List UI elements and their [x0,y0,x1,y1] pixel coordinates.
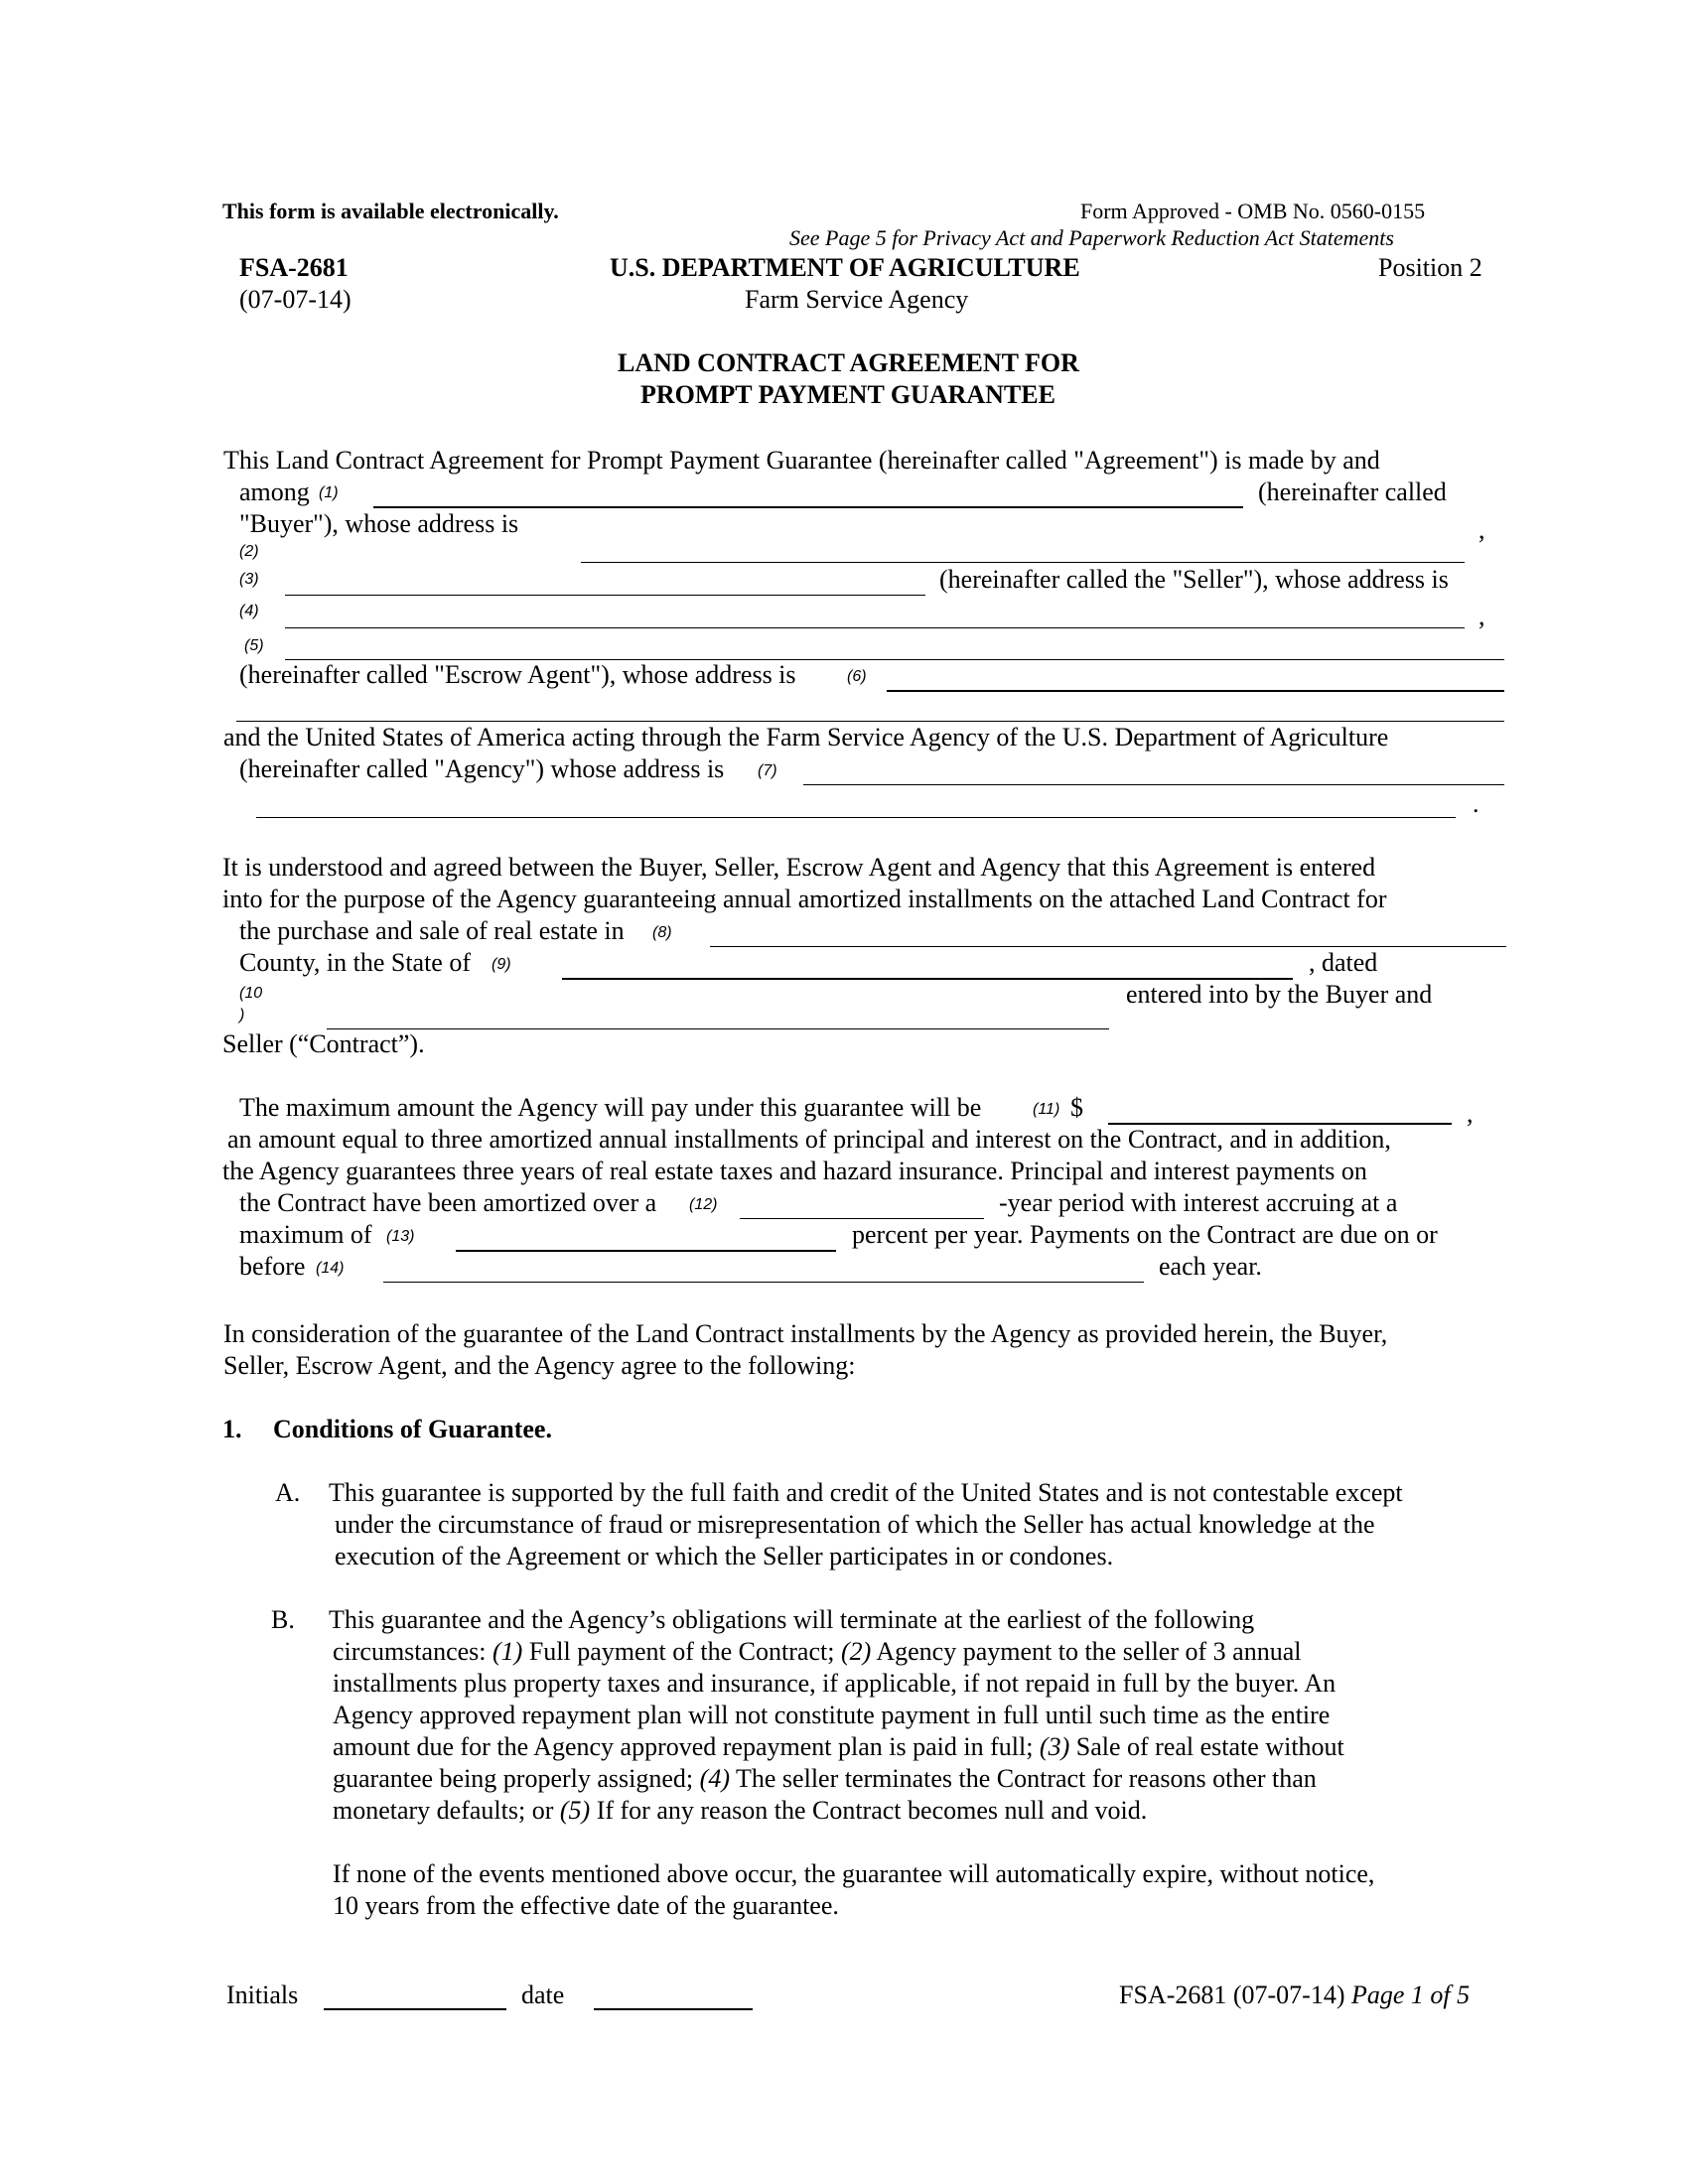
initials-field[interactable] [324,2008,506,2010]
section-number: 1. [222,1415,242,1443]
privacy-note: See Page 5 for Privacy Act and Paperwork Reduction Act Statements [789,225,1394,250]
field-number-11: (11) [1033,1101,1060,1118]
comma: , [1467,1099,1474,1128]
maximum-of: maximum of [239,1220,372,1249]
purpose-line1: It is understood and agreed between the Buyer, Seller, Escrow Agent and Agency that this Agreement is entered [222,853,1376,882]
escrow-agent-address-field[interactable] [887,690,1504,692]
intro-seller: (hereinafter called the "Seller"), whose address is [939,565,1449,594]
item-b-line4: Agency approved repayment plan will not constitute payment in full until such time as the entire [333,1701,1331,1729]
field-number-3: (3) [239,571,259,588]
agency-address-field[interactable] [803,784,1504,785]
field-number-10: (10 [239,985,263,1002]
date-label: date [521,1980,565,2009]
initials-label: Initials [226,1980,299,2009]
maximum-year-period: -year period with interest accruing at a [999,1188,1398,1217]
page-title-line1: LAND CONTRACT AGREEMENT FOR [618,348,1079,377]
field-number-2: (2) [239,543,259,560]
item-b-line6: guarantee being properly assigned; (4) The seller terminates the Contract for reasons other than [333,1764,1317,1793]
form-number: FSA-2681 [239,253,349,282]
field-number-6: (6) [847,668,867,685]
item-a-line3: execution of the Agreement or which the Seller participates in or condones. [335,1542,1114,1570]
maximum-line4: the Contract have been amortized over a [239,1188,657,1217]
purpose-line2: into for the purpose of the Agency guaranteeing annual amortized installments on the attached Land Contract for [222,885,1387,913]
item-b-line3: installments plus property taxes and insurance, if applicable, if not repaid in full by the buyer. An [333,1669,1336,1698]
item-b-line7: monetary defaults; or (5) If for any reason the Contract becomes null and void. [333,1796,1148,1825]
form-date: (07-07-14) [239,285,352,314]
field-number-9: (9) [492,956,511,973]
county-field[interactable] [710,946,1506,947]
comma: , [1478,602,1485,630]
interest-rate-field[interactable] [456,1250,836,1252]
maximum-each-year: each year. [1159,1252,1262,1281]
item-b-line5: amount due for the Agency approved repayment plan is paid in full; (3) Sale of real estate without [333,1732,1344,1761]
maximum-line1: The maximum amount the Agency will pay under this guarantee will be [239,1093,982,1122]
item-a-label: A. [275,1478,301,1507]
purpose-dated: , dated [1309,948,1378,977]
intro-hereinafter: (hereinafter called [1258,478,1447,506]
intro-buyer: "Buyer"), whose address is [239,509,519,538]
expiry-line2: 10 years from the effective date of the guarantee. [333,1891,839,1920]
consideration-line1: In consideration of the guarantee of the Land Contract installments by the Agency as provided herein, the Buyer, [223,1319,1388,1348]
omb-number: Form Approved - OMB No. 0560-0155 [1080,199,1426,223]
consideration-line2: Seller, Escrow Agent, and the Agency agree to the following: [223,1351,856,1380]
buyer-address-field[interactable] [581,562,1465,563]
position-label: Position 2 [1378,253,1482,282]
maximum-line2: an amount equal to three amortized annual installments of principal and interest on the Contract, and in addition, [227,1125,1391,1154]
field-number-10-close: ) [239,1007,245,1024]
section-heading: Conditions of Guarantee. [273,1415,552,1443]
comma: , [1478,515,1485,544]
expiry-line1: If none of the events mentioned above occur, the guarantee will automatically expire, without notice, [333,1859,1375,1888]
contract-date-field[interactable] [327,1028,1109,1029]
purpose-seller-contract: Seller (“Contract”). [222,1029,425,1058]
intro-usa: and the United States of America acting through the Farm Service Agency of the U.S. Department of Agriculture [223,723,1389,751]
intro-escrow: (hereinafter called "Escrow Agent"), whose address is [239,660,796,689]
page-number: Page 1 of 5 [1351,1980,1471,2009]
field-number-4: (4) [239,603,259,619]
maximum-line3: the Agency guarantees three years of real estate taxes and hazard insurance. Principal and interest payments on [222,1157,1367,1185]
item-a-line2: under the circumstance of fraud or misrepresentation of which the Seller has actual knowledge at the [335,1510,1375,1539]
field-number-7: (7) [758,762,777,779]
initials-date-field[interactable] [594,2008,753,2010]
period: . [1473,789,1479,818]
item-b-line2: circumstances: (1) Full payment of the Contract; (2) Agency payment to the seller of 3 annual [333,1637,1302,1666]
page-title-line2: PROMPT PAYMENT GUARANTEE [640,380,1055,409]
field-number-5: (5) [244,637,264,654]
field-number-12: (12) [689,1196,718,1213]
seller-address-field[interactable] [285,627,1465,628]
item-b-label: B. [271,1605,295,1634]
field-number-8: (8) [652,924,672,941]
agency-address-field-2[interactable] [256,817,1456,818]
item-a-line1: This guarantee is supported by the full faith and credit of the United States and is not contestable except [329,1478,1403,1507]
field-number-14: (14) [316,1260,345,1277]
intro-among: among [239,478,310,506]
item-b-line1: This guarantee and the Agency’s obligations will terminate at the earliest of the following [329,1605,1255,1634]
field-number-13: (13) [386,1228,415,1245]
agency-name: Farm Service Agency [745,285,969,314]
purpose-county: County, in the State of [239,948,472,977]
seller-name-field[interactable] [285,595,925,596]
availability-note: This form is available electronically. [222,199,559,223]
maximum-percent: percent per year. Payments on the Contract are due on or [852,1220,1438,1249]
purpose-entered: entered into by the Buyer and [1126,980,1433,1009]
purpose-line3: the purchase and sale of real estate in [239,916,625,945]
field-number-1: (1) [319,484,339,501]
intro-line1: This Land Contract Agreement for Prompt Payment Guarantee (hereinafter called "Agreement") is made by and [223,446,1380,475]
dollar-sign: $ [1070,1093,1083,1122]
payment-due-date-field[interactable] [383,1282,1144,1283]
footer-form-ref: FSA-2681 (07-07-14) Page 1 of 5 [1119,1980,1471,2009]
department-name: U.S. DEPARTMENT OF AGRICULTURE [610,253,1080,282]
intro-agency-address: (hereinafter called "Agency") whose address is [239,754,725,783]
maximum-before: before [239,1252,306,1281]
